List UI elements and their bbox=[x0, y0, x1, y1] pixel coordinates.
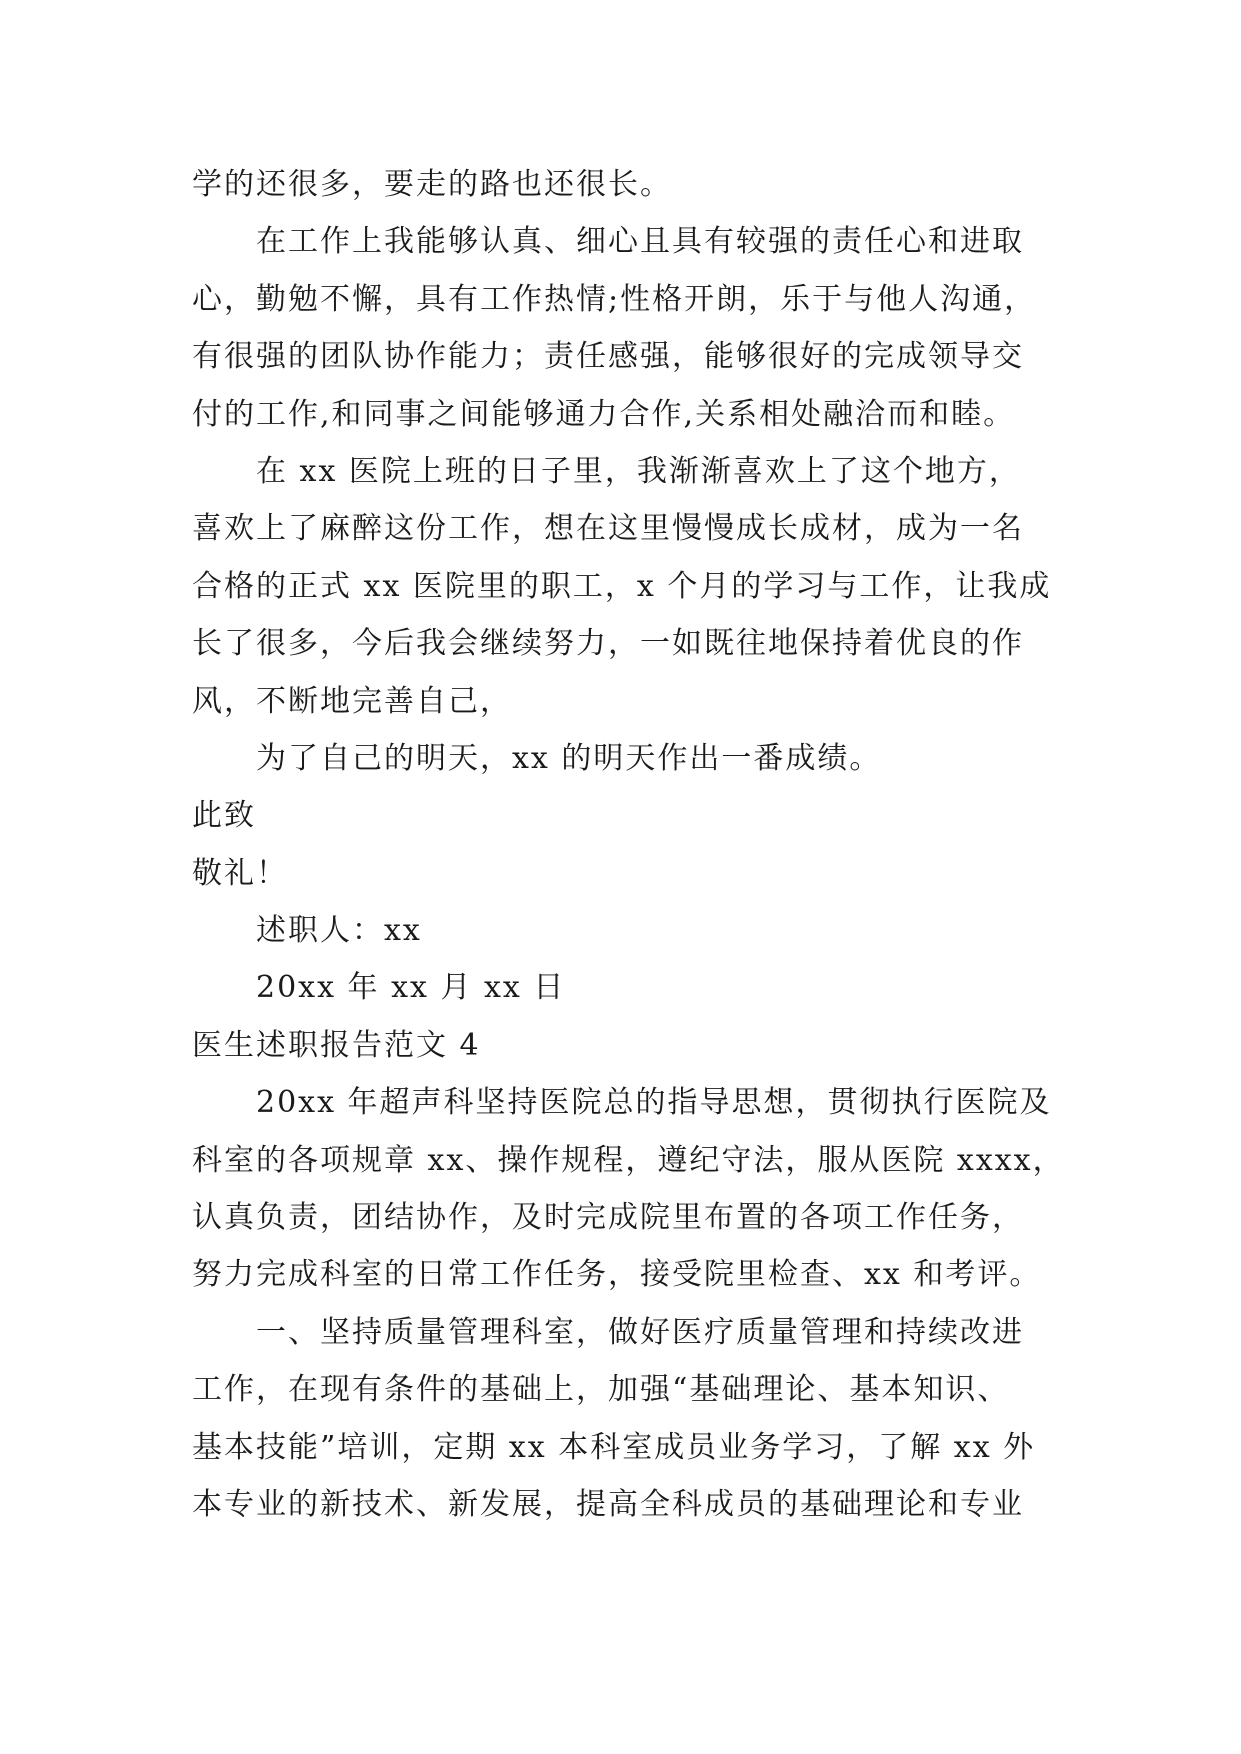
closing-salutation: 此致 bbox=[192, 798, 256, 834]
text-line: 基本技能”培训，定期 xx 本科室成员业务学习，了解 xx 外 bbox=[192, 1429, 1036, 1465]
text-line: 长了很多，今后我会继续努力，一如既往地保持着优良的作 bbox=[192, 626, 1024, 662]
text-line: 为了自己的明天，xx 的明天作出一番成绩。 bbox=[256, 740, 882, 776]
signature-name: 述职人：xx bbox=[256, 913, 422, 949]
text-line: 有很强的团队协作能力；责任感强，能够很好的完成领导交 bbox=[192, 339, 1024, 375]
text-line: 认真负责，团结协作，及时完成院里布置的各项工作任务， bbox=[192, 1200, 1024, 1236]
text-line: 工作，在现有条件的基础上，加强“基础理论、基本知识、 bbox=[192, 1372, 1010, 1408]
text-line: 科室的各项规章 xx、操作规程，遵纪守法，服从医院 xxxx， bbox=[192, 1142, 1065, 1178]
text-line: 本专业的新技术、新发展，提高全科成员的基础理论和专业 bbox=[192, 1486, 1024, 1522]
text-line: 一、坚持质量管理科室，做好医疗质量管理和持续改进 bbox=[256, 1314, 1024, 1350]
text-line: 学的还很多，要走的路也还很长。 bbox=[192, 167, 672, 202]
text-line: 在 xx 医院上班的日子里，我渐渐喜欢上了这个地方， bbox=[256, 453, 1021, 489]
section-heading: 医生述职报告范文 4 bbox=[192, 1027, 481, 1063]
text-line: 20xx 年超声科坚持医院总的指导思想，贯彻执行医院及 bbox=[256, 1085, 1052, 1121]
text-line: 付的工作,和同事之间能够通力合作,关系相处融洽而和睦。 bbox=[192, 396, 1016, 432]
text-line: 合格的正式 xx 医院里的职工，x 个月的学习与工作，让我成 bbox=[192, 568, 1052, 604]
document-body bbox=[192, 156, 1092, 1533]
text-line: 喜欢上了麻醉这份工作，想在这里慢慢成长成材，成为一名 bbox=[192, 511, 1024, 547]
closing-regards: 敬礼！ bbox=[192, 855, 288, 891]
text-line: 风，不断地完善自己， bbox=[192, 683, 512, 719]
text-line: 努力完成科室的日常工作任务，接受院里检查、xx 和考评。 bbox=[192, 1257, 1042, 1293]
signature-date: 20xx 年 xx 月 xx 日 bbox=[256, 970, 566, 1006]
text-line: 心，勤勉不懈，具有工作热情;性格开朗，乐于与他人沟通， bbox=[192, 281, 1037, 317]
text-line: 在工作上我能够认真、细心且具有较强的责任心和进取 bbox=[256, 224, 1024, 260]
